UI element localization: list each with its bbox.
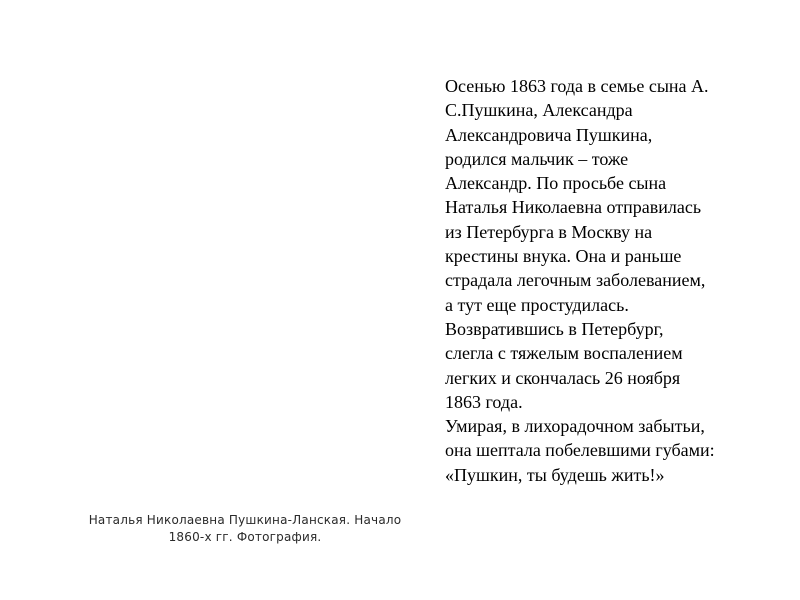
story-line: Осенью 1863 года в семье сына А. xyxy=(445,76,709,96)
story-line: а тут еще простудилась. xyxy=(445,294,629,315)
story-line: она шептала побелевшими губами: xyxy=(445,440,715,461)
story-line: С.Пушкина, Александра xyxy=(445,100,633,121)
story-line: 1863 года. xyxy=(445,391,523,412)
story-line: Александр. По просьбе сына xyxy=(445,173,667,194)
story-line: крестины внука. Она и раньше xyxy=(445,246,682,267)
story-line: «Пушкин, ты будешь жить!» xyxy=(445,464,665,485)
story-line: родился мальчик – тоже xyxy=(445,148,629,169)
story-line: Умирая, в лихорадочном забытьи, xyxy=(445,416,705,437)
story-line: легких и скончалась 26 ноября xyxy=(445,367,681,388)
story-line: Александровича Пушкина, xyxy=(445,124,653,145)
caption-line: Наталья Николаевна Пушкина-Ланская. Начало xyxy=(88,513,402,527)
story-line: Наталья Николаевна отправилась xyxy=(445,197,702,218)
story-line: страдала легочным заболеванием, xyxy=(445,270,706,291)
portrait-photo-area xyxy=(86,70,406,490)
story-text xyxy=(445,74,775,487)
photo-caption xyxy=(80,512,410,546)
story-line: Возвратившись в Петербург, xyxy=(445,318,664,339)
story-line: из Петербурга в Москву на xyxy=(445,221,653,242)
story-line: слегла с тяжелым воспалением xyxy=(445,343,683,364)
caption-line: 1860-х гг. Фотография. xyxy=(168,530,322,544)
